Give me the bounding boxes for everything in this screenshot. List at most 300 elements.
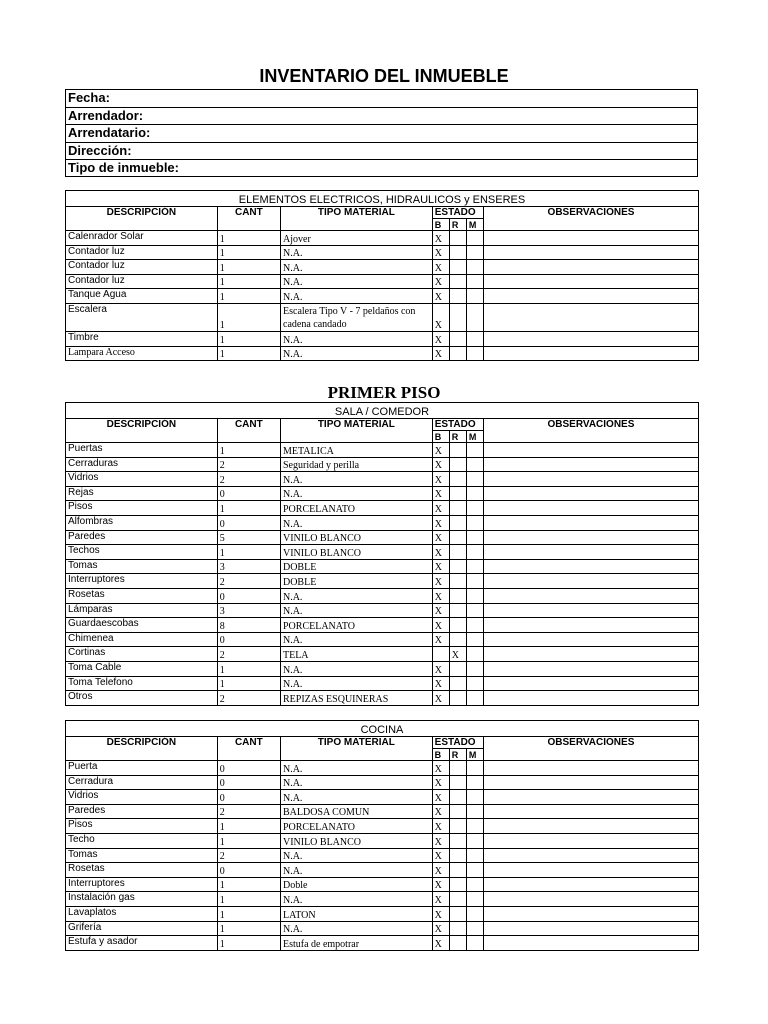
cell-estado-b[interactable]: X — [432, 260, 449, 275]
cell-estado-r[interactable] — [449, 486, 466, 501]
cell-estado-r[interactable] — [449, 231, 466, 246]
cell-cant[interactable]: 2 — [217, 848, 280, 863]
cell-descripcion[interactable]: Grifería — [66, 921, 218, 936]
cell-estado-m[interactable] — [466, 574, 483, 589]
cell-tipo-material[interactable]: N.A. — [280, 661, 432, 676]
cell-estado-r[interactable] — [449, 530, 466, 545]
table-row — [66, 647, 699, 662]
cell-estado-b[interactable]: X — [432, 457, 449, 472]
cell-observaciones[interactable] — [483, 231, 698, 246]
cell-estado-m[interactable] — [466, 790, 483, 805]
cell-descripcion[interactable]: Contador luz — [66, 260, 218, 275]
cell-estado-r[interactable] — [449, 618, 466, 633]
cell-descripcion[interactable]: Vidrios — [66, 472, 218, 487]
cell-observaciones[interactable] — [483, 515, 698, 530]
cell-observaciones[interactable] — [483, 691, 698, 706]
cell-descripcion[interactable]: Pisos — [66, 501, 218, 516]
cell-cant[interactable]: 3 — [217, 559, 280, 574]
cell-tipo-material[interactable]: REPIZAS ESQUINERAS — [280, 691, 432, 706]
cell-tipo-material[interactable]: N.A. — [280, 632, 432, 647]
cell-observaciones[interactable] — [483, 936, 698, 951]
cell-estado-m[interactable] — [466, 676, 483, 691]
cell-observaciones[interactable] — [483, 274, 698, 289]
cell-tipo-material[interactable]: PORCELANATO — [280, 501, 432, 516]
cell-cant[interactable]: 2 — [217, 574, 280, 589]
cell-observaciones[interactable] — [483, 761, 698, 776]
cell-tipo-material[interactable]: PORCELANATO — [280, 618, 432, 633]
cell-estado-r[interactable] — [449, 676, 466, 691]
cell-descripcion[interactable]: Cerraduras — [66, 457, 218, 472]
cell-descripcion[interactable]: Paredes — [66, 530, 218, 545]
cell-cant[interactable]: 2 — [217, 457, 280, 472]
cell-cant[interactable]: 0 — [217, 632, 280, 647]
cell-tipo-material[interactable]: N.A. — [281, 331, 433, 346]
cell-estado-b[interactable]: X — [432, 588, 449, 603]
cell-estado-b[interactable]: X — [432, 515, 449, 530]
cell-tipo-material[interactable]: Doble — [280, 877, 432, 892]
cell-observaciones[interactable] — [483, 303, 698, 331]
cell-estado-m[interactable] — [466, 892, 483, 907]
cell-observaciones[interactable] — [483, 892, 698, 907]
cell-cant[interactable]: 0 — [217, 515, 280, 530]
cell-estado-b[interactable]: X — [432, 691, 449, 706]
cell-tipo-material[interactable]: N.A. — [280, 515, 432, 530]
col-descripcion: DESCRIPCIÓN — [66, 737, 218, 761]
cell-descripcion[interactable]: Pisos — [66, 819, 218, 834]
cell-descripcion[interactable]: Instalación gas — [66, 892, 218, 907]
cell-cant[interactable]: 1 — [217, 331, 280, 346]
cell-estado-b[interactable]: X — [432, 231, 449, 246]
cell-observaciones[interactable] — [483, 486, 698, 501]
cell-estado-b[interactable]: X — [432, 676, 449, 691]
cell-estado-r[interactable] — [449, 501, 466, 516]
cell-observaciones[interactable] — [483, 588, 698, 603]
cell-cant[interactable]: 0 — [217, 486, 280, 501]
cell-cant[interactable]: 1 — [217, 274, 280, 289]
cell-estado-r[interactable] — [449, 472, 466, 487]
field-arrendador[interactable]: Arrendador: — [66, 108, 697, 126]
cell-tipo-material[interactable]: N.A. — [280, 863, 432, 878]
cell-estado-b[interactable]: X — [432, 618, 449, 633]
cell-estado-r[interactable] — [449, 346, 466, 361]
cell-estado-m[interactable] — [466, 501, 483, 516]
cell-estado-b[interactable]: X — [432, 346, 449, 361]
cell-estado-m[interactable] — [466, 331, 483, 346]
cell-cant[interactable]: 2 — [217, 472, 280, 487]
cell-estado-m[interactable] — [466, 457, 483, 472]
cell-estado-m[interactable] — [466, 691, 483, 706]
cell-estado-r[interactable] — [449, 661, 466, 676]
cell-tipo-material[interactable]: N.A. — [280, 472, 432, 487]
cell-cant[interactable]: 2 — [217, 691, 280, 706]
table-row — [66, 530, 699, 545]
cell-observaciones[interactable] — [483, 790, 698, 805]
cell-descripcion[interactable]: Techos — [66, 545, 218, 560]
cell-tipo-material[interactable]: Estufa de empotrar — [280, 936, 432, 951]
cell-cant[interactable]: 0 — [217, 790, 280, 805]
cell-estado-b[interactable]: X — [432, 501, 449, 516]
cell-estado-b[interactable]: X — [432, 877, 449, 892]
cell-observaciones[interactable] — [483, 775, 698, 790]
cell-estado-m[interactable] — [466, 486, 483, 501]
cell-estado-b[interactable]: X — [432, 863, 449, 878]
cell-tipo-material[interactable]: METALICA — [280, 443, 432, 458]
cell-observaciones[interactable] — [483, 804, 698, 819]
cell-tipo-material[interactable]: VINILO BLANCO — [280, 545, 432, 560]
cell-observaciones[interactable] — [483, 457, 698, 472]
cell-estado-r[interactable] — [449, 804, 466, 819]
cell-cant[interactable]: 0 — [217, 588, 280, 603]
cell-estado-m[interactable] — [466, 472, 483, 487]
cell-observaciones[interactable] — [483, 921, 698, 936]
cell-tipo-material[interactable]: Escalera Tipo V - 7 peldaños con cadena candado — [281, 303, 433, 331]
table-row — [66, 574, 699, 589]
cell-tipo-material[interactable]: N.A. — [280, 588, 432, 603]
cell-estado-b[interactable]: X — [432, 545, 449, 560]
cell-descripcion[interactable]: Tomas — [66, 848, 218, 863]
cell-observaciones[interactable] — [483, 545, 698, 560]
cell-cant[interactable]: 0 — [217, 863, 280, 878]
cell-estado-r[interactable] — [449, 921, 466, 936]
cell-estado-m[interactable] — [466, 603, 483, 618]
cell-estado-m[interactable] — [466, 936, 483, 951]
cell-estado-m[interactable] — [466, 775, 483, 790]
cell-observaciones[interactable] — [483, 819, 698, 834]
cell-descripcion[interactable]: Vidrios — [66, 790, 218, 805]
cell-descripcion[interactable]: Rejas — [66, 486, 218, 501]
cell-observaciones[interactable] — [483, 603, 698, 618]
table-row — [66, 588, 699, 603]
cell-estado-m[interactable] — [466, 863, 483, 878]
cell-descripcion[interactable]: Puertas — [66, 443, 218, 458]
cell-estado-r[interactable] — [449, 515, 466, 530]
table-row — [66, 921, 699, 936]
col-estado: ESTADO — [432, 207, 483, 219]
cell-estado-b[interactable]: X — [432, 790, 449, 805]
cell-descripcion[interactable]: Toma Telefono — [66, 676, 218, 691]
cell-cant[interactable]: 1 — [217, 921, 280, 936]
cell-estado-b[interactable]: X — [432, 906, 449, 921]
cell-estado-r[interactable] — [449, 775, 466, 790]
cell-estado-m[interactable] — [466, 245, 483, 260]
cell-tipo-material[interactable]: N.A. — [280, 603, 432, 618]
cell-descripcion[interactable]: Cortinas — [66, 647, 218, 662]
cell-descripcion[interactable]: Toma Cable — [66, 661, 218, 676]
cell-observaciones[interactable] — [483, 245, 698, 260]
cell-observaciones[interactable] — [483, 863, 698, 878]
cell-estado-b[interactable]: X — [432, 775, 449, 790]
cell-descripcion[interactable]: Puerta — [66, 761, 218, 776]
cell-estado-b[interactable]: X — [432, 303, 449, 331]
cell-observaciones[interactable] — [483, 833, 698, 848]
col-estado-m: M — [466, 219, 483, 231]
cell-tipo-material[interactable]: N.A. — [281, 260, 433, 275]
cell-estado-r[interactable] — [449, 833, 466, 848]
cell-estado-b[interactable]: X — [432, 804, 449, 819]
field-direccion[interactable]: Dirección: — [66, 143, 697, 161]
table-row — [66, 790, 699, 805]
cell-cant[interactable]: 1 — [217, 231, 280, 246]
cell-estado-m[interactable] — [466, 515, 483, 530]
cell-estado-m[interactable] — [466, 588, 483, 603]
cell-estado-b[interactable]: X — [432, 892, 449, 907]
cell-observaciones[interactable] — [483, 877, 698, 892]
cell-estado-m[interactable] — [466, 632, 483, 647]
cell-tipo-material[interactable]: VINILO BLANCO — [280, 833, 432, 848]
cell-estado-m[interactable] — [466, 289, 483, 304]
cell-estado-r[interactable] — [449, 906, 466, 921]
cell-estado-r[interactable] — [449, 303, 466, 331]
cell-descripcion[interactable]: Cerradura — [66, 775, 218, 790]
cell-tipo-material[interactable]: N.A. — [280, 892, 432, 907]
cell-cant[interactable]: 1 — [217, 833, 280, 848]
cell-tipo-material[interactable]: N.A. — [280, 761, 432, 776]
cell-estado-b[interactable]: X — [432, 559, 449, 574]
cell-observaciones[interactable] — [483, 618, 698, 633]
cell-tipo-material[interactable]: N.A. — [280, 848, 432, 863]
cell-estado-r[interactable] — [449, 545, 466, 560]
cell-estado-b[interactable]: X — [432, 245, 449, 260]
cell-cant[interactable]: 1 — [217, 501, 280, 516]
table-row — [66, 331, 699, 346]
cell-estado-r[interactable] — [449, 574, 466, 589]
cell-tipo-material[interactable]: N.A. — [280, 775, 432, 790]
cell-tipo-material[interactable]: Seguridad y perilla — [280, 457, 432, 472]
cell-observaciones[interactable] — [483, 530, 698, 545]
cell-tipo-material[interactable]: DOBLE — [280, 559, 432, 574]
cell-descripcion[interactable]: Calenrador Solar — [66, 231, 218, 246]
cell-estado-r[interactable] — [449, 632, 466, 647]
cell-observaciones[interactable] — [483, 289, 698, 304]
cell-tipo-material[interactable]: N.A. — [281, 289, 433, 304]
cell-descripcion[interactable]: Guardaescobas — [66, 618, 218, 633]
cell-tipo-material[interactable]: TELA — [280, 647, 432, 662]
cell-estado-r[interactable] — [449, 260, 466, 275]
cell-observaciones[interactable] — [483, 676, 698, 691]
cell-estado-m[interactable] — [466, 848, 483, 863]
cell-observaciones[interactable] — [483, 559, 698, 574]
cell-cant[interactable]: 8 — [217, 618, 280, 633]
cell-cant[interactable]: 1 — [217, 346, 280, 361]
cell-cant[interactable]: 1 — [217, 260, 280, 275]
cell-descripcion[interactable]: Techo — [66, 833, 218, 848]
field-fecha[interactable]: Fecha: — [66, 90, 697, 108]
field-tipo-inmueble[interactable]: Tipo de inmueble: — [68, 160, 179, 175]
cell-estado-m[interactable] — [466, 346, 483, 361]
cell-descripcion[interactable]: Tanque Agua — [66, 289, 218, 304]
cell-cant[interactable]: 1 — [217, 877, 280, 892]
cell-estado-r[interactable] — [449, 819, 466, 834]
cell-cant[interactable]: 1 — [217, 289, 280, 304]
cell-descripcion[interactable]: Rosetas — [66, 863, 218, 878]
cell-estado-r[interactable] — [449, 289, 466, 304]
cell-tipo-material[interactable]: LATON — [280, 906, 432, 921]
cell-observaciones[interactable] — [483, 472, 698, 487]
col-descripcion: DESCRIPCIÓN — [66, 419, 218, 443]
cell-observaciones[interactable] — [483, 501, 698, 516]
cell-estado-m[interactable] — [466, 530, 483, 545]
cell-cant[interactable]: 1 — [217, 906, 280, 921]
cell-cant[interactable]: 1 — [217, 303, 280, 331]
cell-tipo-material[interactable]: BALDOSA COMUN — [280, 804, 432, 819]
cell-observaciones[interactable] — [483, 574, 698, 589]
table-row — [66, 603, 699, 618]
cell-estado-b[interactable]: X — [432, 574, 449, 589]
cell-estado-m[interactable] — [466, 921, 483, 936]
cell-observaciones[interactable] — [483, 331, 698, 346]
cell-estado-m[interactable] — [466, 804, 483, 819]
cell-estado-m[interactable] — [466, 443, 483, 458]
cell-estado-r[interactable] — [449, 877, 466, 892]
cell-descripcion[interactable]: Paredes — [66, 804, 218, 819]
cell-estado-b[interactable]: X — [432, 274, 449, 289]
cell-observaciones[interactable] — [483, 848, 698, 863]
cell-tipo-material[interactable]: N.A. — [281, 274, 433, 289]
cell-cant[interactable]: 3 — [217, 603, 280, 618]
col-cant: CANT — [217, 419, 280, 443]
cell-observaciones[interactable] — [483, 906, 698, 921]
cell-estado-r[interactable] — [449, 936, 466, 951]
cell-estado-m[interactable] — [466, 761, 483, 776]
cell-descripcion[interactable]: Chimenea — [66, 632, 218, 647]
cell-cant[interactable]: 0 — [217, 775, 280, 790]
cell-cant[interactable]: 1 — [217, 443, 280, 458]
cell-descripcion[interactable]: Lampara Acceso — [66, 346, 218, 361]
cell-estado-r[interactable] — [449, 761, 466, 776]
table-row — [66, 775, 699, 790]
cell-descripcion[interactable]: Contador luz — [66, 245, 218, 260]
cell-descripcion[interactable]: Otros — [66, 691, 218, 706]
cell-estado-m[interactable] — [466, 274, 483, 289]
cell-estado-r[interactable] — [449, 691, 466, 706]
cell-estado-r[interactable] — [449, 848, 466, 863]
cell-estado-b[interactable]: X — [432, 443, 449, 458]
cell-estado-r[interactable] — [449, 443, 466, 458]
cell-descripcion[interactable]: Escalera — [66, 303, 218, 331]
cell-estado-m[interactable] — [466, 647, 483, 662]
cell-observaciones[interactable] — [483, 632, 698, 647]
cell-estado-r[interactable] — [449, 863, 466, 878]
cell-tipo-material[interactable]: VINILO BLANCO — [280, 530, 432, 545]
table-cocina — [65, 720, 699, 951]
cell-estado-b[interactable]: X — [432, 819, 449, 834]
cell-descripcion[interactable]: Lavaplatos — [66, 906, 218, 921]
cell-descripcion[interactable]: Timbre — [66, 331, 218, 346]
cell-descripcion[interactable]: Rosetas — [66, 588, 218, 603]
cell-cant[interactable]: 5 — [217, 530, 280, 545]
cell-tipo-material[interactable]: N.A. — [281, 346, 433, 361]
cell-tipo-material[interactable]: N.A. — [280, 676, 432, 691]
cell-estado-r[interactable] — [449, 245, 466, 260]
cell-estado-r[interactable] — [449, 892, 466, 907]
cell-observaciones[interactable] — [483, 647, 698, 662]
cell-descripcion[interactable]: Interruptores — [66, 877, 218, 892]
cell-estado-r[interactable] — [449, 331, 466, 346]
cell-estado-r[interactable] — [449, 274, 466, 289]
field-arrendatario[interactable]: Arrendatario: — [66, 125, 697, 143]
cell-cant[interactable]: 0 — [217, 761, 280, 776]
cell-cant[interactable]: 1 — [217, 819, 280, 834]
cell-cant[interactable]: 2 — [217, 647, 280, 662]
section-title: SALA / COMEDOR — [66, 403, 699, 419]
cell-estado-m[interactable] — [466, 260, 483, 275]
cell-estado-r[interactable] — [449, 588, 466, 603]
cell-estado-b[interactable]: X — [432, 921, 449, 936]
cell-tipo-material[interactable]: N.A. — [280, 790, 432, 805]
cell-cant[interactable]: 1 — [217, 892, 280, 907]
cell-cant[interactable]: 1 — [217, 545, 280, 560]
cell-estado-r[interactable] — [449, 790, 466, 805]
cell-estado-b[interactable]: X — [432, 289, 449, 304]
cell-descripcion[interactable]: Contador luz — [66, 274, 218, 289]
cell-estado-b[interactable]: X — [432, 632, 449, 647]
cell-tipo-material[interactable]: N.A. — [280, 486, 432, 501]
cell-cant[interactable]: 1 — [217, 661, 280, 676]
cell-tipo-material[interactable]: DOBLE — [280, 574, 432, 589]
cell-estado-b[interactable]: X — [432, 486, 449, 501]
table-row — [66, 486, 699, 501]
cell-estado-b[interactable]: X — [432, 530, 449, 545]
cell-descripcion[interactable]: Tomas — [66, 559, 218, 574]
cell-cant[interactable]: 1 — [217, 245, 280, 260]
cell-estado-m[interactable] — [466, 833, 483, 848]
col-cant: CANT — [217, 737, 280, 761]
cell-observaciones[interactable] — [483, 443, 698, 458]
cell-cant[interactable]: 1 — [217, 676, 280, 691]
cell-tipo-material[interactable]: Ajover — [281, 231, 433, 246]
table-row — [66, 877, 699, 892]
cell-estado-m[interactable] — [466, 661, 483, 676]
cell-cant[interactable]: 1 — [217, 936, 280, 951]
cell-estado-b[interactable]: X — [432, 331, 449, 346]
cell-descripcion[interactable]: Interruptores — [66, 574, 218, 589]
cell-estado-r[interactable] — [449, 457, 466, 472]
cell-estado-b[interactable]: X — [432, 603, 449, 618]
cell-estado-b[interactable]: X — [432, 848, 449, 863]
cell-estado-m[interactable] — [466, 231, 483, 246]
cell-tipo-material[interactable]: PORCELANATO — [280, 819, 432, 834]
cell-estado-b[interactable]: X — [432, 833, 449, 848]
cell-descripcion[interactable]: Estufa y asador — [66, 936, 218, 951]
cell-estado-m[interactable] — [466, 819, 483, 834]
table-row — [66, 691, 699, 706]
cell-estado-b[interactable]: X — [432, 761, 449, 776]
cell-descripcion[interactable]: Alfombras — [66, 515, 218, 530]
cell-estado-m[interactable] — [466, 559, 483, 574]
col-estado-r: R — [449, 749, 466, 761]
cell-descripcion[interactable]: Lámparas — [66, 603, 218, 618]
cell-cant[interactable]: 2 — [217, 804, 280, 819]
cell-observaciones[interactable] — [483, 661, 698, 676]
cell-estado-r[interactable] — [449, 559, 466, 574]
cell-estado-m[interactable] — [466, 618, 483, 633]
cell-estado-b[interactable]: X — [432, 936, 449, 951]
cell-estado-r[interactable] — [449, 603, 466, 618]
cell-estado-b[interactable] — [432, 647, 449, 662]
cell-estado-m[interactable] — [466, 545, 483, 560]
cell-estado-b[interactable]: X — [432, 661, 449, 676]
cell-tipo-material[interactable]: N.A. — [281, 245, 433, 260]
cell-estado-m[interactable] — [466, 906, 483, 921]
cell-tipo-material[interactable]: N.A. — [280, 921, 432, 936]
cell-observaciones[interactable] — [483, 346, 698, 361]
cell-estado-m[interactable] — [466, 877, 483, 892]
cell-observaciones[interactable] — [483, 260, 698, 275]
col-observaciones: OBSERVACIONES — [483, 737, 698, 761]
cell-estado-r[interactable]: X — [449, 647, 466, 662]
cell-estado-b[interactable]: X — [432, 472, 449, 487]
cell-estado-m[interactable] — [466, 303, 483, 331]
